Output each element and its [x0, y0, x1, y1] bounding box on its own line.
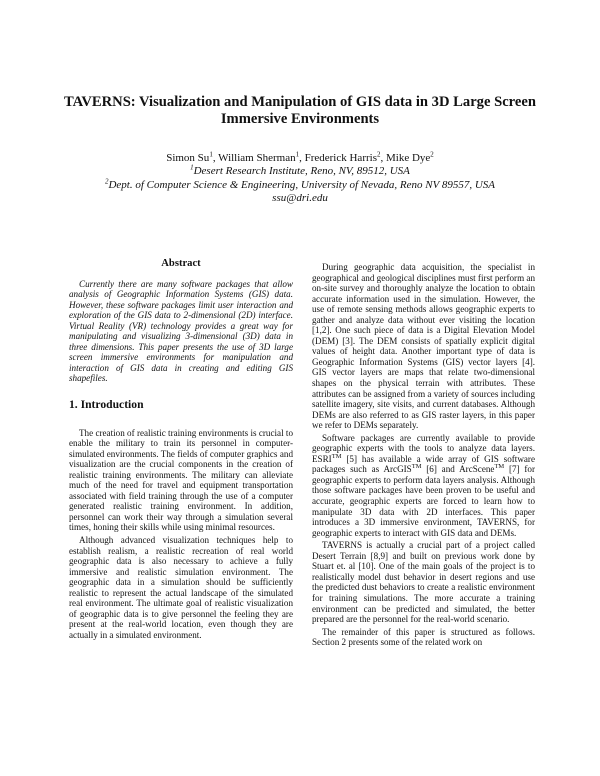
- author-affiliation-mark: 1: [295, 150, 300, 159]
- text-span: [6] and ArcScene: [421, 464, 495, 475]
- left-column: [69, 258, 293, 641]
- paragraph: Although advanced visualization techniques help to establish realism, a realistic recreation of real world geographic data is also necessary to achieve a fully immersive and realistic simulation environment. The geographic data in a simulation should be sufficiently realistic to represent the actual landscape of the simulated real environment. The ultimate goal of realistic visualization of geographic data is to give personnel the feeling they are present at the real-world location, even though they are actually in a simulated environment.: [69, 535, 293, 640]
- text-span: [5] has available a wide array of GIS software packages such as ArcGIS: [312, 453, 535, 475]
- author-block: [40, 152, 560, 206]
- trademark-mark: TM: [494, 463, 505, 471]
- author-email: ssu@dri.edu: [272, 192, 328, 205]
- paragraph: During geographic data acquisition, the specialist in geographical and geological disciplines must first perform an on-site survey and thoroughly analyze the location to obtain accurate information used in the simulation. However, the use of remote sensing methods allows geographic experts to gather and analyze data without ever visiting the location [1,2]. One such piece of data is a Digital Elevation Model (DEM) [3]. The DEM consists of spatially explicit digital values of height data. Another important type of data is Geographic Information Systems (GIS) vector layers [4]. GIS vector layers are maps that relate two-dimensional shapes on the physical terrain with attributes. These attributes can be assigned from a variety of sources including satellite imagery, site visits, and current databases. Although DEMs are also referred to as GIS raster layers, in this paper we refer to DEMs separately.: [312, 262, 535, 431]
- text-span: Software packages are currently available to provide geographic experts with the tools to analyze data layers. ESRI: [312, 432, 535, 464]
- affiliation-mark: 1: [190, 163, 194, 172]
- abstract-heading: Abstract: [161, 258, 201, 269]
- affiliation-mark: 2: [104, 177, 109, 186]
- abstract-text: Currently there are many software packages that allow analysis of Geographic Information Systems (GIS) data. However, these software packages limit user interaction and exploration of the GIS data to 2-dimensional (2D) interface. Virtual Reality (VR) technology provides a great way for manipulating and visualizing 3-dimensional (3D) data in three dimensions. This paper presents the use of 3D large screen immersive environments for manipulation and interaction of GIS data in creating and editing GIS shapefiles.: [69, 278, 293, 384]
- paragraph: The remainder of this paper is structured as follows. Section 2 presents some of the related work on: [312, 626, 535, 648]
- author-affiliation-mark: 2: [430, 150, 434, 159]
- right-column: [312, 262, 535, 648]
- author-affiliation-mark: 2: [376, 150, 381, 159]
- trademark-mark: TM: [411, 463, 422, 471]
- affiliation-text: Dept. of Computer Science & Engineering, University of Nevada, Reno NV 89557, USA: [108, 178, 496, 191]
- trademark-mark: TM: [331, 452, 342, 460]
- author-name: Mike Dye: [385, 152, 431, 164]
- author-affiliation-mark: 1: [209, 150, 213, 159]
- paragraph: The creation of realistic training environments is crucial to enable the military to train its personnel in computer-simulated environments. The fields of computer graphics and visualization are the crucial components in the creation of realistic training environments. The military can alleviate much of the need for travel and equipment transportation associated with field training through the use of a computer generated realistic training environment. In addition, personnel can work their way through a simulation several times, honing their skills while using minimal resources.: [69, 427, 293, 533]
- affiliation-text: Desert Research Institute, Reno, NV, 89512, USA: [193, 165, 410, 178]
- author-list: Simon Su$^1$, William Sherman$^1$, Frederick Harris$^2$, Mike Dye$^2$: [166, 150, 434, 164]
- text-span: [7] for geographic experts to perform data layers analysis. Although those software packages have been proven to be useful and accurate, geographic experts are forced to learn how to manipulate 3D data with 2D interfaces. This paper introduces a 3D immersive environment, TAVERNS, for geographic experts to interact with GIS data and DEMs.: [312, 464, 535, 538]
- section-heading-introduction: 1. Introduction: [69, 398, 144, 412]
- author-name: William Sherman: [218, 152, 296, 164]
- paragraph: [312, 433, 535, 538]
- author-name: Frederick Harris: [304, 152, 377, 164]
- affiliation-line: [40, 179, 560, 192]
- affiliation-line: [40, 165, 560, 178]
- paragraph: TAVERNS is actually a crucial part of a project called Desert Terrain [8,9] and built on previous work done by Stuart et. al [10]. One of the main goals of the project is to realistically model dust behavior in desert regions and use the predicted dust behaviors to create a realistic environment for training simulations. The more accurate a training environment can be predicted and simulated, the better prepared are the personnel for the real-world scenario.: [312, 540, 535, 625]
- paper-title: TAVERNS: Visualization and Manipulation of GIS data in 3D Large Screen Immersive Environments: [64, 94, 536, 127]
- author-name: Simon Su: [166, 152, 210, 164]
